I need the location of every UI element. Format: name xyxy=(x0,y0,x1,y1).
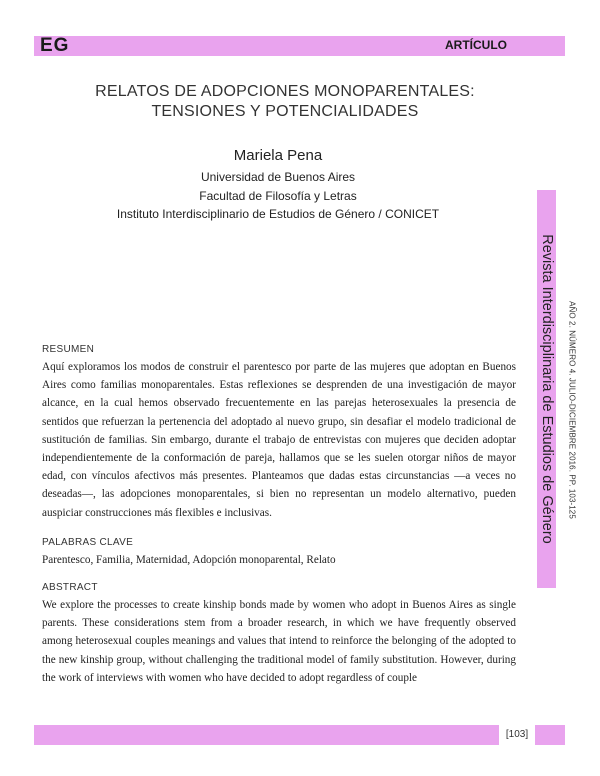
author-name: Mariela Pena xyxy=(233,147,323,164)
affiliation-university: Universidad de Buenos Aires xyxy=(200,170,356,184)
journal-abbreviation: EG xyxy=(40,35,70,56)
abstract-text: We explore the processes to create kinship bonds made by women who adopt in Buenos Aires as single parents. These considerations stem from a broader research, in which we have frequently observed among heterosexual couples meanings and values that intend to reinforce the belonging of the adopted to the new kinship group, without challenging the traditional model of family substitution. However, during the work of interviews with women who have decided to adopt regardless of couple xyxy=(42,599,516,684)
title-line-2: TENSIONES Y POTENCIALIDADES xyxy=(151,103,419,120)
resumen-heading: RESUMEN xyxy=(42,344,95,355)
footer-bar xyxy=(34,725,565,745)
affiliation-faculty: Facultad de Filosofía y Letras xyxy=(199,188,357,203)
section-label: ARTÍCULO xyxy=(445,38,507,52)
issue-info: AÑO 2. NÚMERO 4. JULIO-DICIEMBRE 2016. PP. 103-125 xyxy=(567,301,577,519)
resumen-text: Aquí exploramos los modos de construir el parentesco por parte de las mujeres que adoptan en Buenos Aires como familias monoparentales. Estas reflexiones se desprenden de una investigación de mayor alcance, en la cual hemos observado frecuentemente en las parejas heterosexuales la presencia de sentidos que refuerzan la pertenencia del adoptado al nuevo grupo, sin desafiar el modelo tradicional de sustitución de familias. Sin embargo, durante el trabajo de entrevistas con mujeres que deciden adoptar independientemente de la conformación de pareja, hallamos que se les suelen otorgar niños de mayor edad, con vínculos afectivos más presentes. Planteamos que dadas estas circunstancias —a veces no deseadas—, las adopciones monoparentales, si bien no representan un modelo alternativo, pueden auspiciar construcciones más flexibles e inclusivas. xyxy=(42,361,516,519)
keywords-heading: PALABRAS CLAVE xyxy=(42,536,134,548)
affiliation-institute: Instituto Interdisciplinario de Estudios de Género / CONICET xyxy=(116,207,440,221)
journal-sidebar xyxy=(537,190,556,588)
abstract-heading: ABSTRACT xyxy=(42,582,98,594)
article-title xyxy=(0,82,570,122)
author-block xyxy=(0,145,556,224)
page-number: [103] xyxy=(499,725,535,745)
header-bar xyxy=(34,36,565,56)
keywords-text: Parentesco, Familia, Maternidad, Adopción monoparental, Relato xyxy=(42,553,336,566)
article-body xyxy=(42,343,516,687)
title-line-1: RELATOS DE ADOPCIONES MONOPARENTALES: xyxy=(95,83,475,100)
journal-name: Revista Interdisciplinaria de Estudios de Género xyxy=(538,234,555,544)
